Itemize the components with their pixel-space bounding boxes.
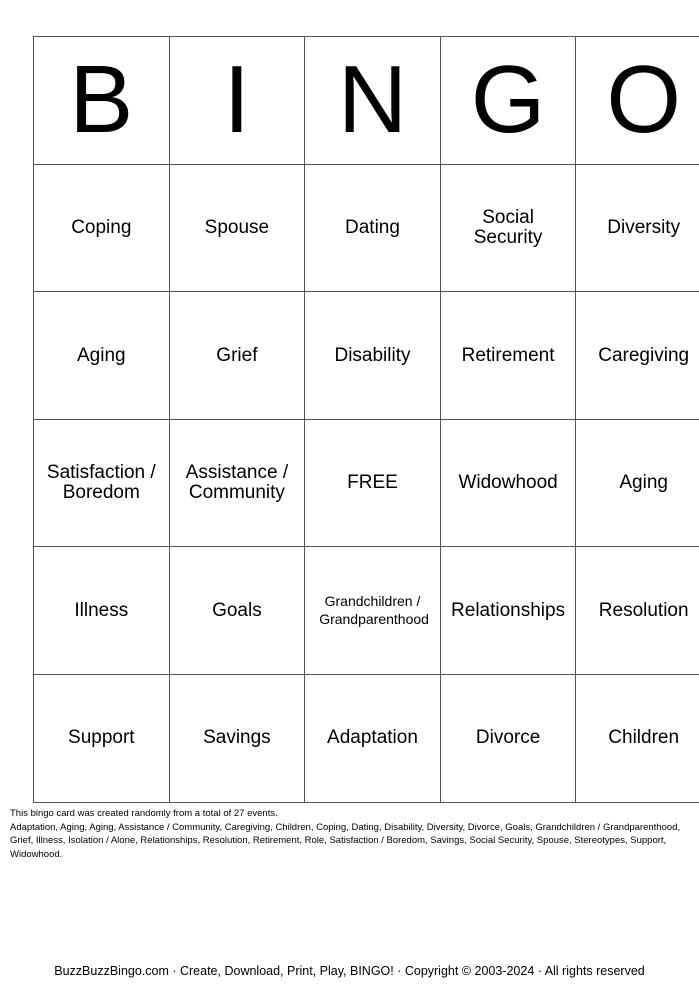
bingo-cell: Disability: [305, 292, 441, 420]
bingo-cell: Caregiving: [576, 292, 699, 420]
bingo-cell: Grandchildren / Grandparenthood: [305, 547, 441, 675]
bingo-cell: Social Security: [440, 164, 576, 292]
card-row: [34, 674, 699, 802]
bingo-cell: Coping: [34, 164, 170, 292]
bingo-cell: Widowhood: [440, 419, 576, 547]
header-letter-n: N: [305, 37, 441, 165]
bingo-cell: Resolution: [576, 547, 699, 675]
bingo-cell: Assistance / Community: [169, 419, 305, 547]
card-info: [10, 807, 690, 861]
bingo-cell: Divorce: [440, 674, 576, 802]
bingo-card: [33, 36, 699, 803]
free-space: FREE: [305, 419, 441, 547]
footer-copyright: BuzzBuzzBingo.com · Create, Download, Print, Play, BINGO! · Copyright © 2003-2024 · All rights reserved: [54, 964, 645, 978]
header-letter-g: G: [440, 37, 576, 165]
bingo-cell: Diversity: [576, 164, 699, 292]
bingo-cell: Relationships: [440, 547, 576, 675]
card-row: [34, 547, 699, 675]
bingo-cell: Adaptation: [305, 674, 441, 802]
card-row: [34, 292, 699, 420]
bingo-cell: Dating: [305, 164, 441, 292]
bingo-cell: Aging: [34, 292, 170, 420]
bingo-cell: Illness: [34, 547, 170, 675]
bingo-cell: Retirement: [440, 292, 576, 420]
bingo-cell: Goals: [169, 547, 305, 675]
header-letter-i: I: [169, 37, 305, 165]
card-row: [34, 419, 699, 547]
event-list: Adaptation, Aging, Aging, Assistance / Community, Caregiving, Children, Coping, Dating, Disability, Diversity, Divorce, Goals, Grandchildren / Grandparenthood, Grief, Illness, Isolation / Alone, Relationships, Resolution, Retirement, Role, Satisfaction / Boredom, Savings, Social Security, Spouse, Stereotypes, Support, Widowhood.: [10, 821, 681, 860]
bingo-cell: Aging: [576, 419, 699, 547]
header-letter-b: B: [34, 37, 170, 165]
header-row: [34, 37, 699, 165]
bingo-cell: Grief: [169, 292, 305, 420]
header-letter-o: O: [576, 37, 699, 165]
bingo-cell: Satisfaction / Boredom: [34, 419, 170, 547]
card-row: [34, 164, 699, 292]
card-summary: This bingo card was created randomly from a total of 27 events.: [10, 808, 278, 819]
bingo-cell: Support: [34, 674, 170, 802]
bingo-cell: Savings: [169, 674, 305, 802]
bingo-cell: Children: [576, 674, 699, 802]
bingo-cell: Spouse: [169, 164, 305, 292]
